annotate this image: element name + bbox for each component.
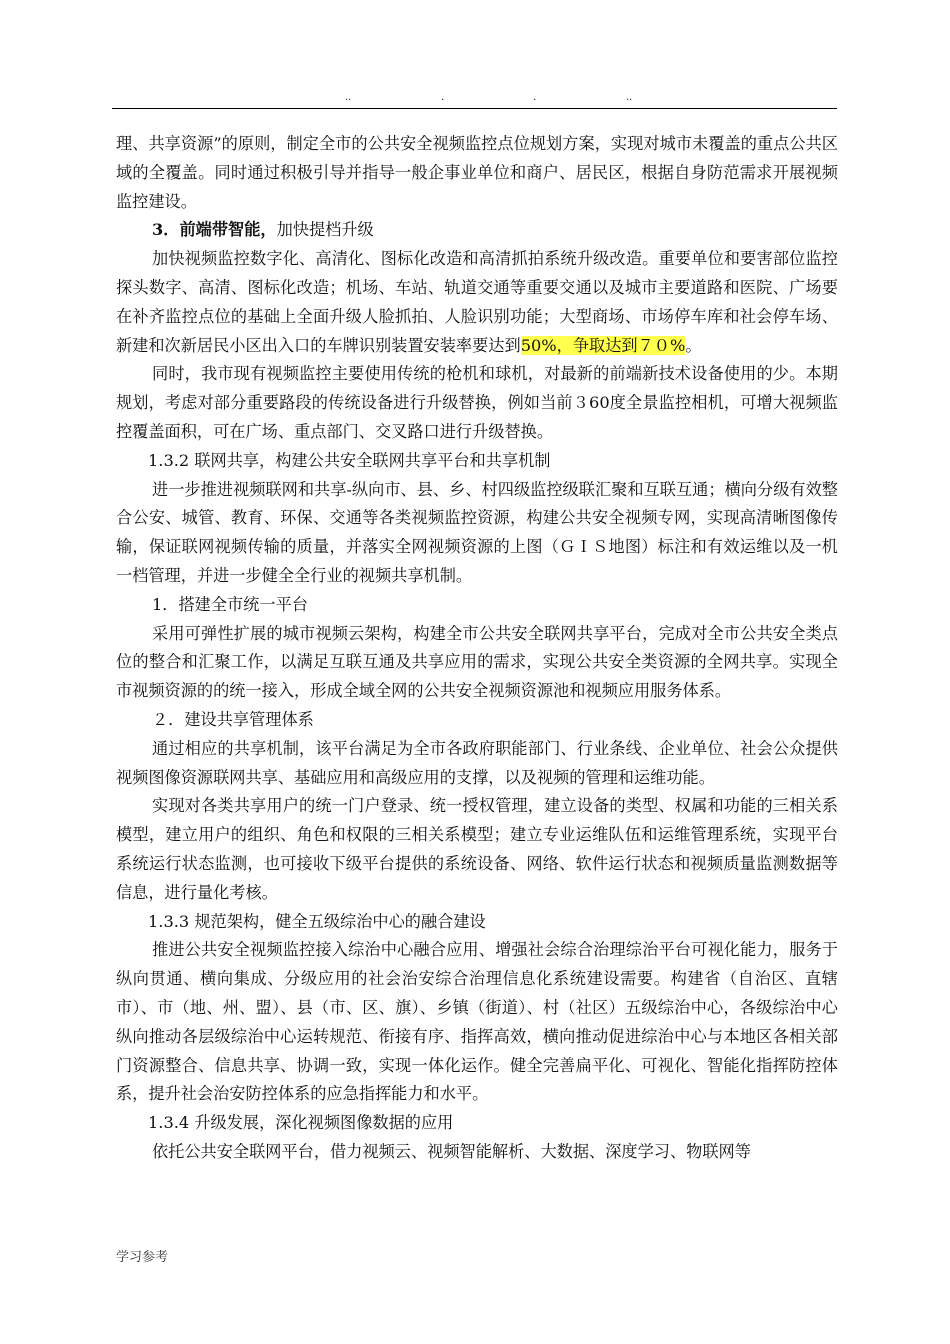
subheading-unified-platform: 1．搭建全市统一平台 <box>152 594 308 614</box>
paragraph-tail: 。 <box>685 335 702 355</box>
subheading-rest: 加快提档升级 <box>276 220 374 240</box>
subheading-bold: 3．前端带智能， <box>152 220 277 240</box>
section-heading-1-3-3: 1.3.3 规范架构，健全五级综治中心的融合建设 <box>148 911 486 931</box>
subheading-sharing-system: ２．建设共享管理体系 <box>152 709 314 729</box>
paragraph: 通过相应的共享机制，该平台满足为全市各政府职能部门、行业条线、企业单位、社会公众提供视频图像资源联网共享、基础应用和高级应用的支撑，以及视频的管理和运维功能。 <box>116 738 838 787</box>
header-mark-4: .. <box>626 92 633 103</box>
highlighted-text: 50%，争取达到７０% <box>520 335 686 355</box>
header-mark-1: .. <box>345 92 352 103</box>
paragraph: 依托公共安全联网平台，借力视频云、视频智能解析、大数据、深度学习、物联网等 <box>152 1141 751 1161</box>
header-mark-3: . <box>533 92 537 103</box>
paragraph: 推进公共安全视频监控接入综治中心融合应用、增强社会综合治理综治平台可视化能力，服务于纵向贯通、横向集成、分级应用的社会治安综合治理信息化系统建设需要。构建省（自治区、直辖市）、市（地、州、盟）、县（市、区、旗）、乡镇（街道）、村（社区）五级综治中心，各级综治中心纵向推动各层级综治中心运转规范、衔接有序、指挥高效，横向推动促进综治中心与本地区各相关部门资源整合、信息共享、协调一致，实现一体化运作。健全完善扁平化、可视化、智能化指挥防控体系，提升社会治安防控体系的应急指挥能力和水平。 <box>116 940 838 1104</box>
paragraph-text: 加快视频监控数字化、高清化、图标化改造和高清抓拍系统升级改造。重要单位和要害部位监控探头数字、高清、图标化改造；机场、车站、轨道交通等重要交通以及城市主要道路和医院、广场要在补齐监控点位的基础上全面升级人脸抓拍、人脸识别功能；大型商场、市场停车库和社会停车场、新建和次新居民小区出入口的车牌识别装置安装率要达到 <box>116 249 838 355</box>
section-heading-1-3-2: 1.3.2 联网共享，构建公共安全联网共享平台和共享机制 <box>148 450 551 470</box>
paragraph: 实现对各类共享用户的统一门户登录、统一授权管理，建立设备的类型、权属和功能的三相关系模型，建立用户的组织、角色和权限的三相关系模型；建立专业运维队伍和运维管理系统，实现平台系统运行状态监测，也可接收下级平台提供的系统设备、网络、软件运行状态和视频质量监测数据等信息，进行量化考核。 <box>116 796 838 902</box>
header-marks <box>112 92 837 106</box>
paragraph: 同时，我市现有视频监控主要使用传统的枪机和球机，对最新的前端新技术设备使用的少。本期规划，考虑对部分重要路段的传统设备进行升级替换，例如当前３60度全景监控相机，可增大视频监控覆盖面积，可在广场、重点部门、交叉路口进行升级替换。 <box>116 364 838 441</box>
document-body <box>116 130 838 1167</box>
header-rule <box>112 108 837 109</box>
paragraph: 采用可弹性扩展的城市视频云架构，构建全市公共安全联网共享平台，完成对全市公共安全类点位的整合和汇聚工作，以满足互联互通及共享应用的需求，实现公共安全类资源的全网共享。实现全市视频资源的的统一接入，形成全域全网的公共安全视频资源池和视频应用服务体系。 <box>116 623 838 701</box>
paragraph <box>116 245 838 360</box>
section-heading-1-3-4: 1.3.4 升级发展，深化视频图像数据的应用 <box>148 1113 454 1133</box>
subheading-front-end <box>116 216 838 245</box>
paragraph-continuation: 理、共享资源”的原则，制定全市的公共安全视频监控点位规划方案，实现对城市未覆盖的重点公共区域的全覆盖。同时通过积极引导并指导一般企事业单位和商户、居民区，根据自身防范需求开展视频监控建设。 <box>116 134 838 211</box>
page-footer: 学习参考 <box>116 1250 169 1265</box>
paragraph: 进一步推进视频联网和共享-纵向市、县、乡、村四级监控级联汇聚和互联互通；横向分级有效整合公安、城管、教育、环保、交通等各类视频监控资源，构建公共安全视频专网，实现高清晰图像传输，保证联网视频传输的质量，并落实全网视频资源的上图（ＧＩＳ地图）标注和有效运维以及一机一档管理，并进一步健全全行业的视频共享机制。 <box>116 479 838 585</box>
header-mark-2: . <box>441 92 445 103</box>
